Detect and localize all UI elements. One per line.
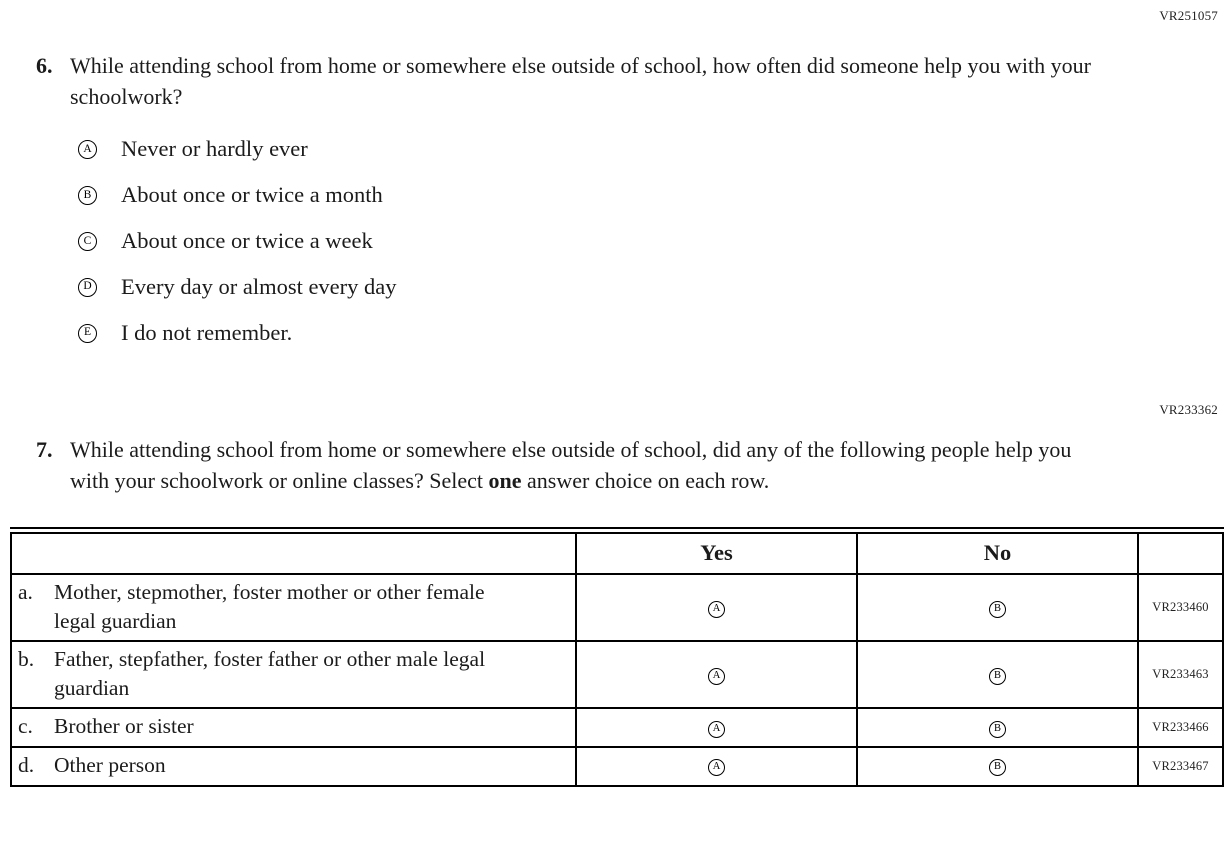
row-d-label: Other person <box>54 753 166 778</box>
row-c-no-bubble[interactable]: B <box>989 721 1006 738</box>
question-6-row <box>36 50 1192 112</box>
row-d-code: VR233467 <box>1138 747 1223 786</box>
row-d-no-bubble[interactable]: B <box>989 759 1006 776</box>
question-7-bold-word: one <box>488 468 522 494</box>
question-7-number: 7. <box>36 437 53 463</box>
row-a-yes-cell[interactable] <box>576 574 857 641</box>
question-7-text <box>70 434 1100 496</box>
row-a-item-letter: a. <box>18 580 33 605</box>
row-c-no-cell[interactable] <box>857 708 1138 747</box>
row-a-no-bubble[interactable]: B <box>989 601 1006 618</box>
row-a-label-cell <box>11 574 576 641</box>
form-code-q7: VR233362 <box>1159 402 1218 418</box>
question-7-text-before: While attending school from home or somewhere else outside of school, did any of the following people help you with your schoolwork or online classes? Select <box>70 437 1072 494</box>
form-code-q6: VR251057 <box>1159 8 1218 23</box>
question-7-text-after: answer choice on each row. <box>521 468 770 494</box>
q6-option-a[interactable] <box>78 134 1192 164</box>
row-a-label: Mother, stepmother, foster mother or other female legal guardian <box>54 580 485 633</box>
header-empty-code-cell <box>1138 530 1223 574</box>
question-7 <box>36 434 1192 496</box>
row-d-item-letter: d. <box>18 753 35 778</box>
row-d-yes-bubble[interactable]: A <box>708 759 725 776</box>
question-6 <box>36 50 1192 348</box>
row-a-yes-bubble[interactable]: A <box>708 601 725 618</box>
question-7-row <box>36 434 1192 496</box>
row-c-code: VR233466 <box>1138 708 1223 747</box>
q6-option-a-label: Never or hardly ever <box>121 136 308 162</box>
row-c-label: Brother or sister <box>54 714 194 739</box>
row-b-code: VR233463 <box>1138 641 1223 708</box>
row-c-yes-bubble[interactable]: A <box>708 721 725 738</box>
row-b-label: Father, stepfather, foster father or other male legal guardian <box>54 647 486 700</box>
table-row-d <box>11 747 1223 786</box>
row-b-no-cell[interactable] <box>857 641 1138 708</box>
q6-option-e[interactable] <box>78 318 1192 348</box>
q6-option-e-bubble[interactable]: E <box>78 324 97 343</box>
row-a-no-cell[interactable] <box>857 574 1138 641</box>
q6-option-b[interactable] <box>78 180 1192 210</box>
q6-option-d-bubble[interactable]: D <box>78 278 97 297</box>
q6-option-c-label: About once or twice a week <box>121 228 373 254</box>
q6-option-b-bubble[interactable]: B <box>78 186 97 205</box>
q6-option-c[interactable] <box>78 226 1192 256</box>
q6-option-c-bubble[interactable]: C <box>78 232 97 251</box>
row-b-yes-bubble[interactable]: A <box>708 668 725 685</box>
question-6-options <box>78 134 1192 348</box>
row-d-yes-cell[interactable] <box>576 747 857 786</box>
q6-option-b-label: About once or twice a month <box>121 182 383 208</box>
header-yes: Yes <box>576 530 857 574</box>
row-a-code: VR233460 <box>1138 574 1223 641</box>
table-row-c <box>11 708 1223 747</box>
row-d-label-cell <box>11 747 576 786</box>
q6-option-a-bubble[interactable]: A <box>78 140 97 159</box>
question-7-answer-table <box>10 527 1224 787</box>
q6-option-d[interactable] <box>78 272 1192 302</box>
row-b-item-letter: b. <box>18 647 35 672</box>
row-c-label-cell <box>11 708 576 747</box>
question-6-number: 6. <box>36 53 53 78</box>
table-header-row <box>11 530 1223 574</box>
question-6-text: While attending school from home or somewhere else outside of school, how often did someone help you with your schoolwork? <box>70 53 1091 110</box>
row-d-no-cell[interactable] <box>857 747 1138 786</box>
row-b-yes-cell[interactable] <box>576 641 857 708</box>
table-row-a <box>11 574 1223 641</box>
header-no: No <box>857 530 1138 574</box>
q6-option-d-label: Every day or almost every day <box>121 274 397 300</box>
header-empty-label-cell <box>11 530 576 574</box>
row-c-yes-cell[interactable] <box>576 708 857 747</box>
q6-option-e-label: I do not remember. <box>121 320 293 346</box>
row-b-no-bubble[interactable]: B <box>989 668 1006 685</box>
table-row-b <box>11 641 1223 708</box>
row-c-item-letter: c. <box>18 714 33 739</box>
row-b-label-cell <box>11 641 576 708</box>
